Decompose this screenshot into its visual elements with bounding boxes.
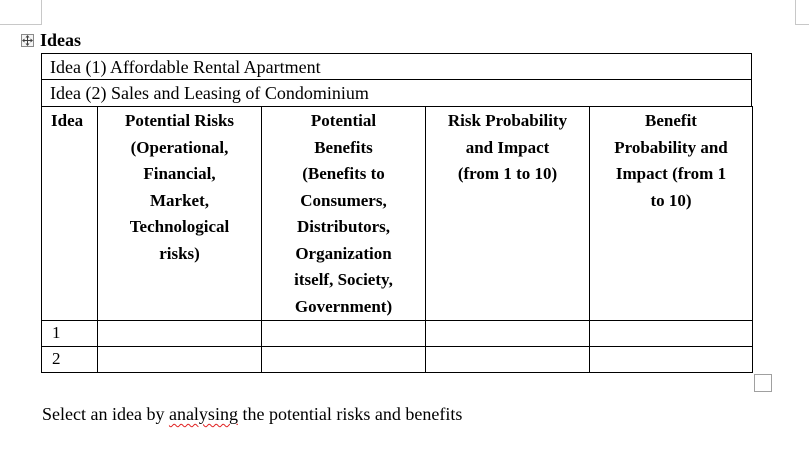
header-line: to 10) [650, 190, 692, 210]
header-line: Probability and [614, 137, 728, 157]
paragraph-text-before: Select an idea by [42, 404, 169, 424]
header-line: Impact (from 1 [615, 164, 727, 183]
misspelled-word[interactable]: analysing [168, 404, 238, 424]
header-line: Potential [310, 111, 377, 130]
header-line: Risk Probability [447, 111, 568, 130]
page-corner-mark-top-right [795, 0, 809, 25]
table-move-handle-icon[interactable] [21, 34, 34, 47]
paragraph-text-after: the potential risks and benefits [237, 404, 463, 424]
header-line: Market, [149, 190, 209, 210]
table-row [42, 321, 753, 347]
header-line: itself, Society, [294, 270, 393, 289]
header-line: (from 1 to 10) [457, 164, 558, 183]
header-line: (Benefits to [302, 164, 385, 183]
header-line: Technological [129, 217, 230, 236]
table-cell-idea-number[interactable]: 1 [42, 321, 98, 347]
header-line: and Impact [465, 137, 550, 157]
idea-row-1[interactable]: Idea (1) Affordable Rental Apartment [41, 53, 752, 80]
table-resize-handle-icon[interactable] [754, 374, 772, 392]
header-cell-idea[interactable] [42, 107, 98, 321]
table-cell[interactable] [262, 321, 426, 347]
page-corner-mark-top-left [0, 0, 42, 25]
header-line: Consumers, [300, 190, 387, 210]
header-line: Organization [295, 243, 392, 263]
header-line: Benefit [645, 111, 697, 130]
header-line: Benefits [314, 137, 373, 157]
table-row [42, 347, 753, 373]
ideas-heading: Ideas [40, 30, 82, 50]
header-cell-potential-benefits[interactable] [262, 107, 426, 321]
idea-row-2[interactable]: Idea (2) Sales and Leasing of Condominium [41, 79, 752, 107]
header-cell-potential-risks[interactable] [98, 107, 262, 321]
table-header-row [42, 107, 753, 321]
header-line: risks) [159, 243, 200, 263]
table-cell[interactable] [426, 321, 590, 347]
header-cell-risk-probability[interactable] [426, 107, 590, 321]
header-line: Financial, [143, 164, 216, 183]
table-cell[interactable] [590, 347, 753, 373]
header-line: Potential Risks [124, 111, 235, 130]
header-line: (Operational, [130, 137, 229, 157]
table-cell[interactable] [590, 321, 753, 347]
table-cell[interactable] [98, 347, 262, 373]
header-cell-benefit-probability[interactable] [590, 107, 753, 321]
risk-benefit-table [41, 106, 753, 373]
header-line: Government) [294, 296, 393, 316]
table-cell[interactable] [98, 321, 262, 347]
table-cell-idea-number[interactable]: 2 [42, 347, 98, 373]
header-line: Idea [51, 111, 84, 130]
instruction-paragraph[interactable] [42, 403, 462, 425]
table-cell[interactable] [426, 347, 590, 373]
table-cell[interactable] [262, 347, 426, 373]
header-line: Distributors, [296, 217, 391, 236]
